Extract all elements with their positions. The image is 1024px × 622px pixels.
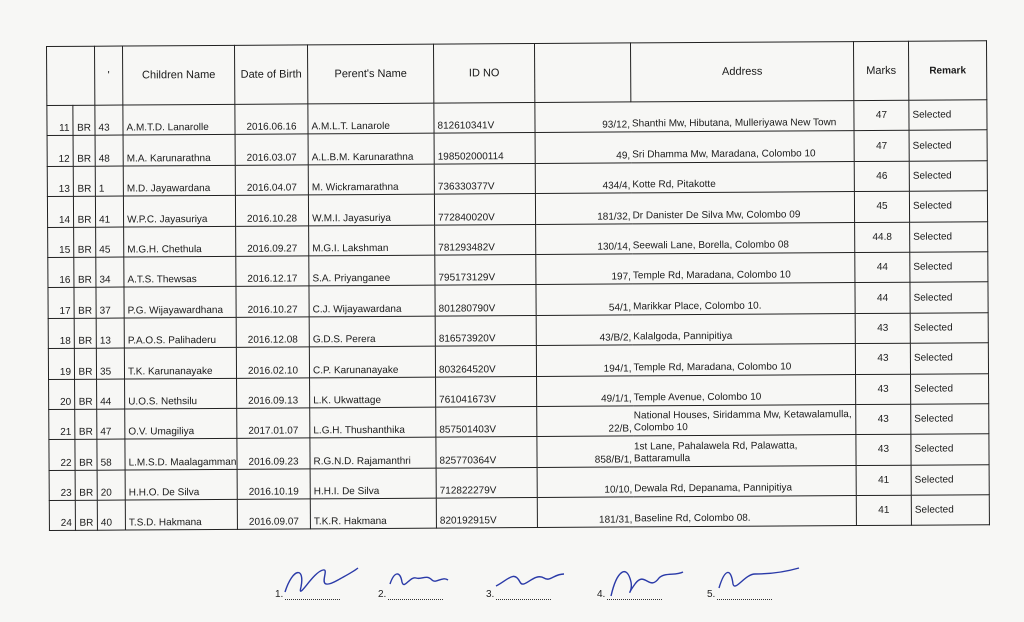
address-cell: Marikkar Place, Colombo 10. — [632, 283, 855, 315]
row-id-cell: 45 — [96, 227, 124, 258]
address-number-cell: 181/31, — [537, 497, 633, 528]
id-number-cell: 736330377V — [434, 163, 535, 194]
parent-name-cell: T.K.R. Hakmana — [310, 498, 436, 529]
row-number-cell: 11 — [47, 105, 73, 136]
child-name-cell: P.G. Wijayawardhana — [124, 287, 236, 318]
id-number-cell: 712822279V — [436, 467, 537, 498]
id-number-cell: 795173129V — [435, 254, 536, 285]
parent-name-cell: L.G.H. Thushanthika — [310, 407, 436, 438]
row-code-cell: BR — [75, 379, 97, 410]
id-number-cell: 801280790V — [435, 285, 536, 316]
row-number-cell: 20 — [49, 379, 75, 410]
row-id-cell: 41 — [95, 196, 123, 227]
row-code-cell: BR — [74, 227, 96, 258]
row-code-cell: BR — [73, 196, 95, 227]
row-code-cell: BR — [73, 136, 95, 167]
table-body — [47, 100, 990, 531]
child-name-cell: A.M.T.D. Lanarolle — [123, 104, 235, 135]
date-of-birth-cell: 2016.06.16 — [235, 104, 308, 135]
remark-cell: Selected — [910, 343, 988, 374]
child-name-cell: W.P.C. Jayasuriya — [123, 196, 235, 227]
parent-name-cell: G.D.S. Perera — [309, 316, 435, 347]
signature-slot-4 — [597, 589, 662, 600]
marks-cell: 46 — [854, 161, 909, 192]
row-number-cell: 16 — [48, 257, 74, 288]
date-of-birth-cell: 2017.01.07 — [237, 408, 310, 439]
remark-cell: Selected — [911, 404, 989, 435]
row-id-cell: 58 — [97, 439, 125, 470]
child-name-cell: L.M.S.D. Maalagamman — [125, 439, 237, 470]
address-number-cell: 130/14, — [536, 223, 632, 254]
row-code-cell: BR — [73, 105, 95, 136]
remark-cell: Selected — [911, 434, 989, 465]
date-of-birth-cell: 2016.10.28 — [235, 195, 308, 226]
marks-cell: 43 — [855, 343, 910, 374]
marks-cell: 43 — [856, 435, 911, 466]
marks-cell: 44 — [855, 283, 910, 314]
parent-name-cell: M. Wickramarathna — [308, 164, 434, 195]
date-of-birth-cell: 2016.12.08 — [236, 317, 309, 348]
header-id: ' — [95, 46, 123, 105]
date-of-birth-cell: 2016.09.27 — [236, 225, 309, 256]
parent-name-cell: A.L.B.M. Karunarathna — [308, 134, 434, 165]
row-id-cell: 37 — [96, 287, 124, 318]
address-number-cell: 194/1, — [536, 345, 632, 376]
child-name-cell: T.K. Karunanayake — [124, 347, 236, 378]
id-number-cell: 857501403V — [436, 406, 537, 437]
date-of-birth-cell: 2016.02.10 — [236, 347, 309, 378]
header-no — [47, 46, 95, 105]
signature-5-icon — [715, 562, 805, 604]
row-id-cell: 35 — [96, 348, 124, 379]
address-number-cell: 54/1, — [536, 284, 632, 315]
row-id-cell: 34 — [96, 257, 124, 288]
row-id-cell: 13 — [96, 318, 124, 349]
remark-cell: Selected — [911, 464, 989, 495]
date-of-birth-cell: 2016.10.27 — [236, 286, 309, 317]
marks-cell: 41 — [856, 465, 911, 496]
marks-cell: 44.8 — [855, 222, 910, 253]
date-of-birth-cell: 2016.03.07 — [235, 134, 308, 165]
address-cell: Baseline Rd, Colombo 08. — [633, 496, 856, 528]
header-marks: Marks — [853, 41, 908, 100]
parent-name-cell: S.A. Priyanganee — [309, 255, 435, 286]
address-cell: Kalalgoda, Pannipitiya — [632, 313, 855, 345]
address-cell: National Houses, Siridamma Mw, Ketawalamulla, Colombo 10 — [633, 404, 856, 436]
id-number-cell: 772840020V — [434, 194, 535, 225]
signature-slot-3 — [486, 589, 551, 600]
remark-cell: Selected — [910, 282, 988, 313]
marks-cell: 41 — [856, 495, 911, 526]
signature-1-icon — [283, 562, 373, 604]
row-code-cell: BR — [75, 439, 97, 470]
id-number-cell: 825770364V — [436, 437, 537, 468]
header-address-number — [534, 43, 630, 103]
remark-cell: Selected — [910, 252, 988, 283]
header-date-of-birth: Date of Birth — [234, 45, 307, 104]
signature-number: 5. — [707, 589, 716, 600]
header-address: Address — [630, 42, 853, 102]
address-number-cell: 181/32, — [535, 193, 631, 224]
signature-number: 4. — [597, 589, 606, 600]
address-number-cell: 22/B, — [537, 406, 633, 437]
marks-cell: 47 — [854, 131, 909, 162]
signature-number: 2. — [378, 589, 387, 600]
parent-name-cell: A.M.L.T. Lanarole — [308, 103, 434, 134]
row-number-cell: 14 — [47, 197, 73, 228]
address-cell: Dewala Rd, Depanama, Pannipitiya — [633, 465, 856, 497]
id-number-cell: 816573920V — [435, 315, 536, 346]
row-id-cell: 1 — [95, 166, 123, 197]
address-number-cell: 49, — [535, 132, 631, 163]
marks-cell: 47 — [854, 100, 909, 131]
row-number-cell: 12 — [47, 136, 73, 167]
id-number-cell: 812610341V — [434, 103, 535, 134]
parent-name-cell: H.H.I. De Silva — [310, 468, 436, 499]
signature-2-icon — [386, 562, 476, 604]
address-cell: Dr Danister De Silva Mw, Colombo 09 — [631, 192, 854, 224]
child-name-cell: P.A.O.S. Palihaderu — [124, 317, 236, 348]
row-id-cell: 44 — [97, 379, 125, 410]
id-number-cell: 820192915V — [436, 498, 537, 529]
selection-table — [46, 40, 990, 531]
row-code-cell: BR — [74, 318, 96, 349]
row-code-cell: BR — [75, 409, 97, 440]
child-name-cell: T.S.D. Hakmana — [125, 499, 237, 530]
signature-number: 3. — [486, 589, 495, 600]
address-cell: Sri Dhamma Mw, Maradana, Colombo 10 — [631, 131, 854, 163]
signature-area — [0, 560, 1024, 610]
row-code-cell: BR — [74, 288, 96, 319]
address-number-cell: 858/B/1, — [537, 436, 633, 467]
address-number-cell: 93/12, — [535, 102, 631, 133]
parent-name-cell: L.K. Ukwattage — [310, 377, 436, 408]
address-cell: Temple Avenue, Colombo 10 — [633, 374, 856, 406]
parent-name-cell: M.G.I. Lakshman — [309, 225, 435, 256]
child-name-cell: M.A. Karunarathna — [123, 135, 235, 166]
remark-cell: Selected — [909, 100, 987, 131]
remark-cell: Selected — [909, 130, 987, 161]
child-name-cell: U.O.S. Nethsilu — [125, 378, 237, 409]
id-number-cell: 803264520V — [435, 346, 536, 377]
parent-name-cell: R.G.N.D. Rajamanthri — [310, 437, 436, 468]
id-number-cell: 761041673V — [436, 376, 537, 407]
child-name-cell: O.V. Umagiliya — [125, 408, 237, 439]
row-number-cell: 23 — [49, 470, 75, 501]
marks-cell: 45 — [854, 191, 909, 222]
row-number-cell: 13 — [47, 166, 73, 197]
row-code-cell: BR — [74, 257, 96, 288]
row-number-cell: 22 — [49, 440, 75, 471]
signature-number: 1. — [275, 589, 284, 600]
row-id-cell: 40 — [97, 500, 125, 531]
signature-slot-2 — [378, 589, 443, 600]
row-number-cell: 18 — [48, 318, 74, 349]
header-children-name: Children Name — [123, 45, 235, 105]
address-cell: Seewali Lane, Borella, Colombo 08 — [632, 222, 855, 254]
marks-cell: 44 — [855, 252, 910, 283]
parent-name-cell: C.J. Wijayawardana — [309, 285, 435, 316]
selection-sheet — [46, 40, 989, 531]
address-number-cell: 434/4, — [535, 163, 631, 194]
header-id-no: ID NO — [433, 44, 534, 104]
marks-cell: 43 — [856, 374, 911, 405]
address-number-cell: 10/10, — [537, 467, 633, 498]
signature-slot-5 — [707, 589, 772, 600]
signature-slot-1 — [275, 589, 340, 600]
child-name-cell: H.H.O. De Silva — [125, 469, 237, 500]
table-row — [49, 495, 989, 531]
child-name-cell: M.D. Jayawardana — [123, 165, 235, 196]
remark-cell: Selected — [909, 191, 987, 222]
date-of-birth-cell: 2016.09.07 — [237, 499, 310, 530]
address-number-cell: 43/B/2, — [536, 315, 632, 346]
row-number-cell: 24 — [49, 500, 75, 531]
row-id-cell: 47 — [97, 409, 125, 440]
row-number-cell: 17 — [48, 288, 74, 319]
remark-cell: Selected — [909, 161, 987, 192]
table-header-row — [47, 41, 987, 106]
marks-cell: 43 — [856, 404, 911, 435]
row-code-cell: BR — [74, 348, 96, 379]
header-remark: Remark — [908, 41, 986, 100]
parent-name-cell: W.M.I. Jayasuriya — [308, 194, 434, 225]
date-of-birth-cell: 2016.12.17 — [236, 256, 309, 287]
row-id-cell: 48 — [95, 135, 123, 166]
id-number-cell: 198502000114 — [434, 133, 535, 164]
marks-cell: 43 — [855, 313, 910, 344]
row-number-cell: 21 — [49, 409, 75, 440]
child-name-cell: A.T.S. Thewsas — [124, 256, 236, 287]
address-number-cell: 197, — [536, 254, 632, 285]
address-cell: Kotte Rd, Pitakotte — [631, 161, 854, 193]
remark-cell: Selected — [910, 221, 988, 252]
remark-cell: Selected — [911, 373, 989, 404]
row-code-cell: BR — [75, 470, 97, 501]
row-number-cell: 15 — [48, 227, 74, 258]
address-cell: Shanthi Mw, Hibutana, Mulleriyawa New Town — [631, 101, 854, 133]
date-of-birth-cell: 2016.04.07 — [235, 165, 308, 196]
address-cell: Temple Rd, Maradana, Colombo 10 — [632, 253, 855, 285]
child-name-cell: M.G.H. Chethula — [124, 226, 236, 257]
row-id-cell: 43 — [95, 105, 123, 136]
date-of-birth-cell: 2016.10.19 — [237, 469, 310, 500]
signature-4-icon — [605, 562, 695, 604]
address-number-cell: 49/1/1, — [537, 375, 633, 406]
signature-3-icon — [494, 562, 584, 604]
address-cell: Temple Rd, Maradana, Colombo 10 — [632, 344, 855, 376]
header-parent-name: Perent's Name — [307, 44, 433, 104]
parent-name-cell: C.P. Karunanayake — [309, 346, 435, 377]
remark-cell: Selected — [910, 312, 988, 343]
row-id-cell: 20 — [97, 470, 125, 501]
date-of-birth-cell: 2016.09.23 — [237, 438, 310, 469]
date-of-birth-cell: 2016.09.13 — [237, 377, 310, 408]
id-number-cell: 781293482V — [435, 224, 536, 255]
row-code-cell: BR — [75, 500, 97, 531]
row-code-cell: BR — [73, 166, 95, 197]
address-cell: 1st Lane, Pahalawela Rd, Palawatta, Battaramulla — [633, 435, 856, 467]
row-number-cell: 19 — [48, 348, 74, 379]
remark-cell: Selected — [911, 495, 989, 526]
